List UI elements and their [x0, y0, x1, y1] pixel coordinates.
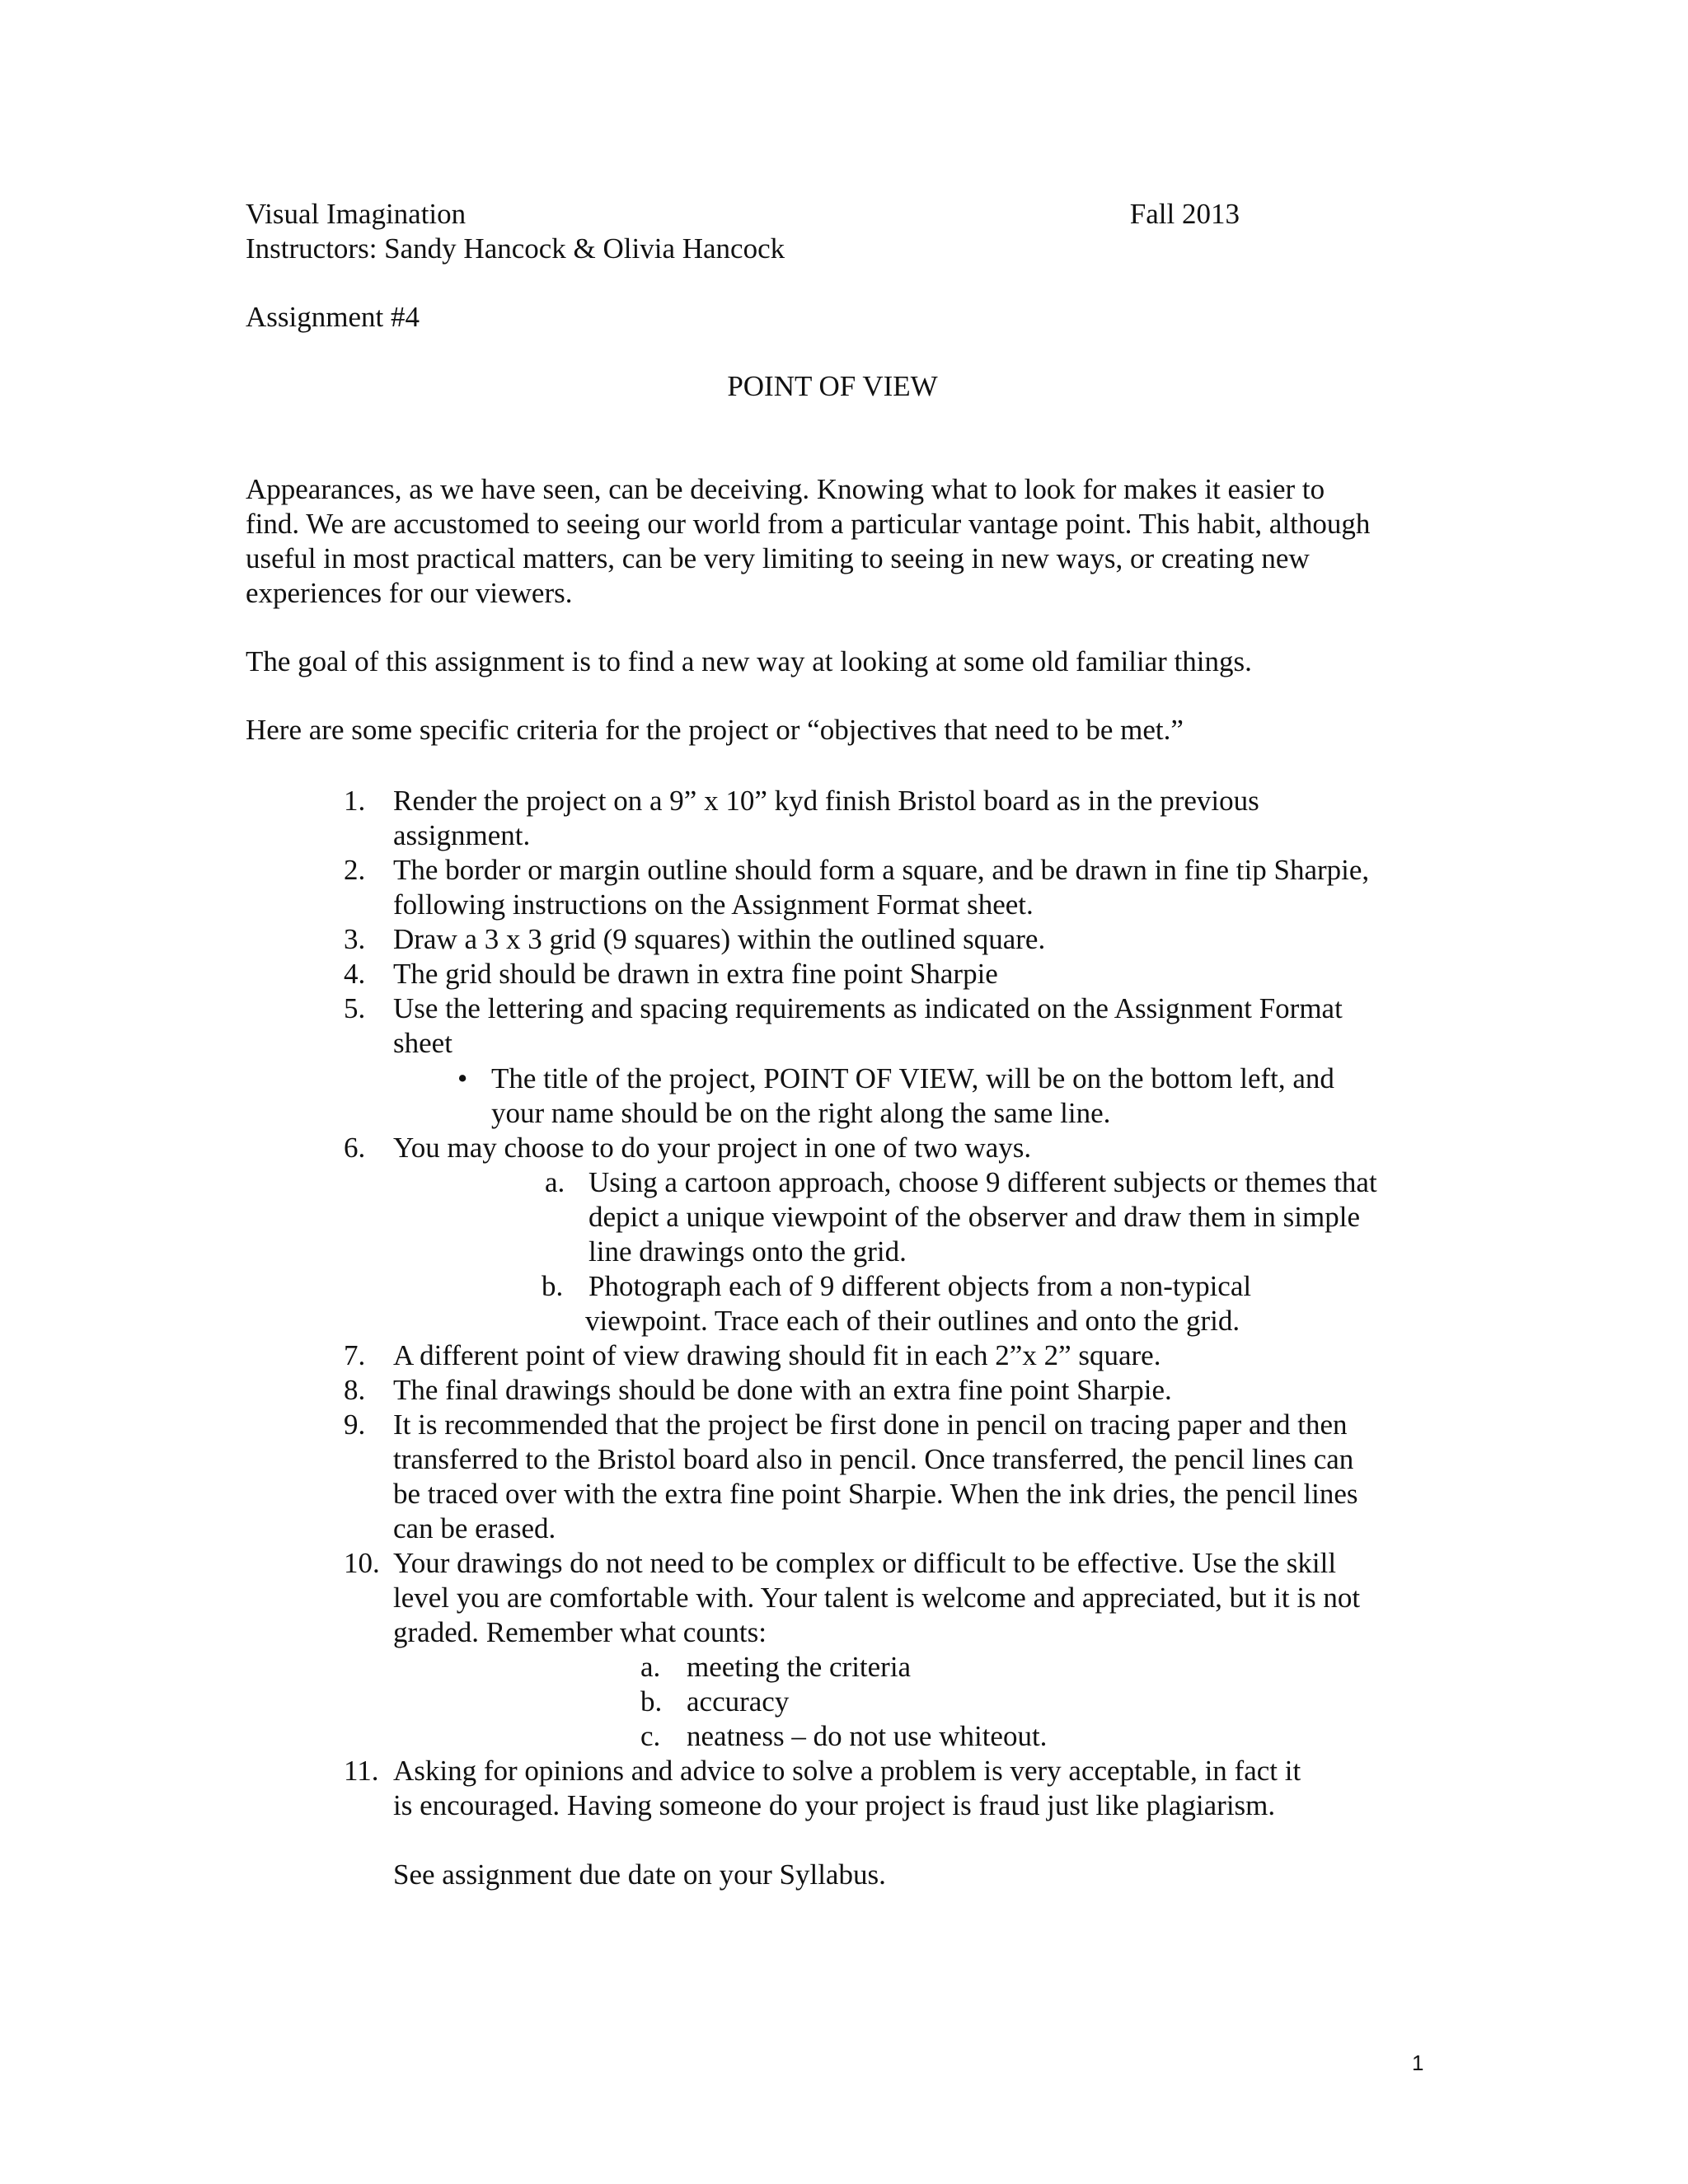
- list-item-line: can be erased.: [393, 1512, 556, 1544]
- intro-line: Appearances, as we have seen, can be deceiving. Knowing what to look for makes it easier to: [246, 473, 1325, 505]
- list-item-line: graded. Remember what counts:: [393, 1616, 767, 1648]
- page-number: 1: [1412, 2050, 1424, 2075]
- list-item-line: The border or margin outline should form a square, and be drawn in fine tip Sharpie,: [393, 854, 1370, 886]
- course-name: Visual Imagination: [246, 198, 467, 230]
- list-item-line: be traced over with the extra fine point Sharpie. When the ink dries, the pencil lines: [393, 1478, 1358, 1510]
- term: Fall 2013: [1129, 198, 1240, 230]
- intro-line: find. We are accustomed to seeing our world from a particular vantage point. This habit, although: [246, 508, 1371, 540]
- list-item-line: Asking for opinions and advice to solve a problem is very acceptable, in fact it: [393, 1755, 1301, 1787]
- list-item-line: following instructions on the Assignment Format sheet.: [393, 888, 1034, 921]
- list-marker: 7.: [344, 1339, 366, 1371]
- list-marker: 2.: [344, 854, 366, 886]
- list-marker: 3.: [344, 923, 366, 955]
- sub-item-line: viewpoint. Trace each of their outlines and onto the grid.: [585, 1305, 1240, 1337]
- sub-item-line: line drawings onto the grid.: [588, 1235, 907, 1268]
- sub-marker: a.: [640, 1651, 661, 1683]
- list-item-line: A different point of view drawing should fit in each 2”x 2” square.: [393, 1339, 1161, 1371]
- list-item-line: Draw a 3 x 3 grid (9 squares) within the outlined square.: [393, 923, 1046, 955]
- sub-item-line: Photograph each of 9 different objects from a non-typical: [588, 1270, 1252, 1302]
- sub-marker: a.: [545, 1166, 565, 1198]
- list-item-line: You may choose to do your project in one of two ways.: [393, 1132, 1032, 1164]
- list-item-line: Your drawings do not need to be complex or difficult to be effective. Use the skill: [393, 1547, 1337, 1579]
- list-marker: 10.: [344, 1547, 380, 1579]
- closing-note: See assignment due date on your Syllabus.: [393, 1858, 886, 1891]
- page-title: POINT OF VIEW: [727, 370, 938, 402]
- assignment-number: Assignment #4: [246, 301, 420, 333]
- sub-item-line: neatness – do not use whiteout.: [687, 1720, 1048, 1752]
- sub-marker: b.: [542, 1270, 564, 1302]
- list-marker: 1.: [344, 785, 366, 817]
- intro-line: useful in most practical matters, can be very limiting to seeing in new ways, or creating new: [246, 542, 1310, 574]
- list-marker: 4.: [344, 958, 366, 990]
- sub-item-line: depict a unique viewpoint of the observer and draw them in simple: [588, 1201, 1360, 1233]
- list-item-line: The final drawings should be done with an extra fine point Sharpie.: [393, 1374, 1172, 1406]
- bullet-marker: •: [457, 1062, 468, 1094]
- instructors: Instructors: Sandy Hancock & Olivia Hancock: [246, 232, 785, 265]
- list-marker: 5.: [344, 992, 366, 1024]
- list-marker: 9.: [344, 1408, 366, 1441]
- list-item-line: level you are comfortable with. Your talent is welcome and appreciated, but it is not: [393, 1582, 1361, 1614]
- list-marker: 11.: [344, 1755, 379, 1787]
- goal-statement: The goal of this assignment is to find a new way at looking at some old familiar things.: [246, 645, 1252, 677]
- bullet-line: your name should be on the right along the same line.: [491, 1097, 1111, 1129]
- criteria-lead: Here are some specific criteria for the project or “objectives that need to be met.”: [246, 714, 1184, 746]
- sub-item-line: Using a cartoon approach, choose 9 different subjects or themes that: [588, 1166, 1377, 1198]
- sub-marker: c.: [640, 1720, 661, 1752]
- list-item-line: transferred to the Bristol board also in pencil. Once transferred, the pencil lines can: [393, 1443, 1354, 1475]
- sub-item-line: meeting the criteria: [687, 1651, 912, 1683]
- list-item-line: Use the lettering and spacing requirements as indicated on the Assignment Format: [393, 992, 1343, 1024]
- list-item-line: assignment.: [393, 819, 531, 851]
- list-item-line: sheet: [393, 1027, 452, 1059]
- list-item-line: The grid should be drawn in extra fine point Sharpie: [393, 958, 998, 990]
- list-item-line: is encouraged. Having someone do your project is fraud just like plagiarism.: [393, 1789, 1276, 1821]
- sub-item-line: accuracy: [687, 1685, 790, 1718]
- intro-line: experiences for our viewers.: [246, 577, 573, 609]
- list-item-line: Render the project on a 9” x 10” kyd finish Bristol board as in the previous: [393, 785, 1259, 817]
- bullet-line: The title of the project, POINT OF VIEW, will be on the bottom left, and: [491, 1062, 1334, 1094]
- sub-marker: b.: [640, 1685, 663, 1718]
- list-marker: 6.: [344, 1132, 366, 1164]
- list-item-line: It is recommended that the project be first done in pencil on tracing paper and then: [393, 1408, 1348, 1441]
- list-marker: 8.: [344, 1374, 366, 1406]
